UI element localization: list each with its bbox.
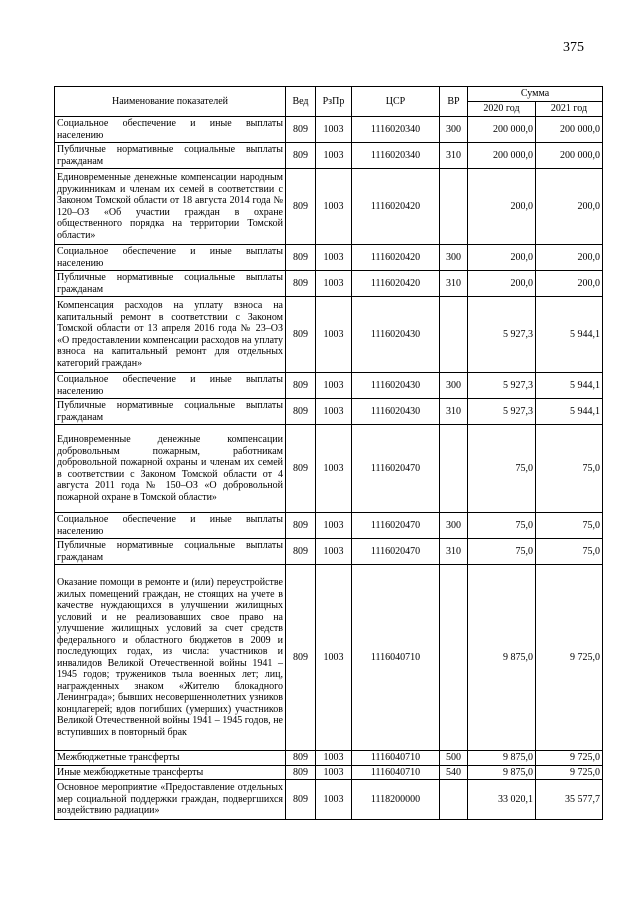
row-csr: 1116020470: [352, 513, 440, 539]
row-csr: 1116020470: [352, 539, 440, 565]
table-row: [55, 169, 603, 245]
header-2021: 2021 год: [536, 102, 603, 117]
row-sum-2020: 33 020,1: [468, 780, 536, 820]
row-ved: 809: [286, 425, 316, 513]
row-name: Единовременные денежные компенсации добровольным пожарным, работникам добровольной пожарной охраны и членам их семей в соответствии с Законом Томской области от 4 августа 2011 года № 150–ОЗ «О добровольной пожарной охране в Томской области»: [55, 425, 286, 513]
row-rzpr: 1003: [316, 765, 352, 780]
row-rzpr: 1003: [316, 751, 352, 766]
row-csr: 1116020340: [352, 117, 440, 143]
row-rzpr: 1003: [316, 297, 352, 373]
row-name: Межбюджетные трансферты: [55, 751, 286, 766]
budget-table: [54, 86, 603, 820]
header-name: Наименование показателей: [55, 87, 286, 117]
row-vr: 300: [440, 117, 468, 143]
row-ved: 809: [286, 245, 316, 271]
table-body: [55, 117, 603, 820]
row-ved: 809: [286, 765, 316, 780]
row-name: Социальное обеспечение и иные выплаты населению: [55, 245, 286, 271]
row-sum-2020: 200 000,0: [468, 117, 536, 143]
table-row: [55, 765, 603, 780]
row-sum-2020: 5 927,3: [468, 399, 536, 425]
row-ved: 809: [286, 169, 316, 245]
row-sum-2021: 200,0: [536, 245, 603, 271]
table-row: [55, 143, 603, 169]
row-vr: 310: [440, 143, 468, 169]
row-rzpr: 1003: [316, 399, 352, 425]
row-name: Иные межбюджетные трансферты: [55, 765, 286, 780]
header-2020: 2020 год: [468, 102, 536, 117]
row-name: Публичные нормативные социальные выплаты гражданам: [55, 143, 286, 169]
row-name: Основное мероприятие «Предоставление отдельных мер социальной поддержки граждан, подвергшихся воздействию радиации»: [55, 780, 286, 820]
row-sum-2020: 75,0: [468, 513, 536, 539]
row-ved: 809: [286, 513, 316, 539]
table-row: [55, 780, 603, 820]
row-csr: 1118200000: [352, 780, 440, 820]
row-sum-2020: 5 927,3: [468, 297, 536, 373]
row-csr: 1116020420: [352, 245, 440, 271]
row-ved: 809: [286, 539, 316, 565]
page-number: 375: [563, 40, 584, 55]
row-vr: [440, 780, 468, 820]
row-rzpr: 1003: [316, 425, 352, 513]
row-sum-2021: 200,0: [536, 271, 603, 297]
row-csr: 1116040710: [352, 765, 440, 780]
row-sum-2020: 75,0: [468, 539, 536, 565]
row-sum-2020: 5 927,3: [468, 373, 536, 399]
header-csr: ЦСР: [352, 87, 440, 117]
row-vr: [440, 297, 468, 373]
row-sum-2020: 200,0: [468, 271, 536, 297]
row-rzpr: 1003: [316, 539, 352, 565]
row-csr: 1116040710: [352, 565, 440, 751]
row-sum-2021: 75,0: [536, 513, 603, 539]
header-vr: ВР: [440, 87, 468, 117]
row-ved: 809: [286, 565, 316, 751]
row-vr: 500: [440, 751, 468, 766]
row-vr: [440, 565, 468, 751]
table-row: [55, 539, 603, 565]
row-sum-2020: 9 875,0: [468, 751, 536, 766]
row-sum-2021: 35 577,7: [536, 780, 603, 820]
row-ved: 809: [286, 780, 316, 820]
table-row: [55, 297, 603, 373]
row-csr: 1116020420: [352, 271, 440, 297]
row-sum-2021: 5 944,1: [536, 399, 603, 425]
row-vr: 300: [440, 245, 468, 271]
row-rzpr: 1003: [316, 117, 352, 143]
row-ved: 809: [286, 399, 316, 425]
row-sum-2021: 5 944,1: [536, 373, 603, 399]
table-row: [55, 245, 603, 271]
row-sum-2021: 9 725,0: [536, 565, 603, 751]
header-sum: Сумма: [468, 87, 603, 102]
row-rzpr: 1003: [316, 513, 352, 539]
row-sum-2021: 200,0: [536, 169, 603, 245]
row-vr: 300: [440, 373, 468, 399]
row-sum-2020: 9 875,0: [468, 565, 536, 751]
row-sum-2021: 5 944,1: [536, 297, 603, 373]
row-sum-2020: 200,0: [468, 169, 536, 245]
row-vr: 540: [440, 765, 468, 780]
row-vr: 310: [440, 271, 468, 297]
row-rzpr: 1003: [316, 373, 352, 399]
row-ved: 809: [286, 143, 316, 169]
row-rzpr: 1003: [316, 780, 352, 820]
row-csr: 1116020340: [352, 143, 440, 169]
row-vr: [440, 169, 468, 245]
header-ved: Вед: [286, 87, 316, 117]
row-rzpr: 1003: [316, 565, 352, 751]
row-rzpr: 1003: [316, 169, 352, 245]
row-sum-2021: 9 725,0: [536, 765, 603, 780]
row-sum-2020: 200,0: [468, 245, 536, 271]
row-name: Социальное обеспечение и иные выплаты населению: [55, 117, 286, 143]
row-csr: 1116040710: [352, 751, 440, 766]
row-sum-2021: 200 000,0: [536, 117, 603, 143]
table-row: [55, 399, 603, 425]
row-sum-2021: 75,0: [536, 539, 603, 565]
table-row: [55, 751, 603, 766]
row-vr: 310: [440, 539, 468, 565]
row-ved: 809: [286, 297, 316, 373]
row-name: Социальное обеспечение и иные выплаты населению: [55, 373, 286, 399]
row-sum-2020: 75,0: [468, 425, 536, 513]
row-vr: [440, 425, 468, 513]
row-name: Публичные нормативные социальные выплаты гражданам: [55, 271, 286, 297]
table-row: [55, 565, 603, 751]
row-name: Социальное обеспечение и иные выплаты населению: [55, 513, 286, 539]
table-row: [55, 271, 603, 297]
row-csr: 1116020420: [352, 169, 440, 245]
row-csr: 1116020430: [352, 297, 440, 373]
row-name: Публичные нормативные социальные выплаты гражданам: [55, 539, 286, 565]
row-ved: 809: [286, 117, 316, 143]
row-ved: 809: [286, 271, 316, 297]
row-name: Публичные нормативные социальные выплаты гражданам: [55, 399, 286, 425]
row-vr: 310: [440, 399, 468, 425]
table-row: [55, 425, 603, 513]
row-sum-2020: 9 875,0: [468, 765, 536, 780]
row-name: Оказание помощи в ремонте и (или) переустройстве жилых помещений граждан, не стоящих на учете в качестве нуждающихся в улучшении жилищных условий и не реализовавших свое право на улучшение жилищных условий за счет средств федерального и областного бюджетов в 2009 и последующих годах, из числа: участников и инвалидов Великой Отечественной войны 1941 – 1945 годов; тружеников тыла военных лет; лиц, награжденных знаком «Жителю блокадного Ленинграда»; бывших несовершеннолетних узников концлагерей; вдов погибших (умерших) участников Великой Отечественной войны 1941 – 1945 годов, не вступивших в повторный брак: [55, 565, 286, 751]
row-csr: 1116020430: [352, 373, 440, 399]
row-ved: 809: [286, 373, 316, 399]
header-rzpr: РзПр: [316, 87, 352, 117]
row-sum-2020: 200 000,0: [468, 143, 536, 169]
row-ved: 809: [286, 751, 316, 766]
table-row: [55, 513, 603, 539]
row-sum-2021: 200 000,0: [536, 143, 603, 169]
row-rzpr: 1003: [316, 143, 352, 169]
row-name: Единовременные денежные компенсации народным дружинникам и членам их семей в соответствии с Законом Томской области от 18 августа 2014 года № 120–ОЗ «Об участии граждан в охране общественного порядка на территории Томской области»: [55, 169, 286, 245]
row-vr: 300: [440, 513, 468, 539]
row-rzpr: 1003: [316, 271, 352, 297]
row-csr: 1116020470: [352, 425, 440, 513]
row-csr: 1116020430: [352, 399, 440, 425]
table-row: [55, 117, 603, 143]
row-sum-2021: 75,0: [536, 425, 603, 513]
row-name: Компенсация расходов на уплату взноса на капитальный ремонт в соответствии с Законом Томской области от 13 апреля 2016 года № 23–ОЗ «О предоставлении компенсации расходов на уплату взноса на капитальный ремонт для отдельных категорий граждан»: [55, 297, 286, 373]
row-sum-2021: 9 725,0: [536, 751, 603, 766]
table-row: [55, 373, 603, 399]
row-rzpr: 1003: [316, 245, 352, 271]
